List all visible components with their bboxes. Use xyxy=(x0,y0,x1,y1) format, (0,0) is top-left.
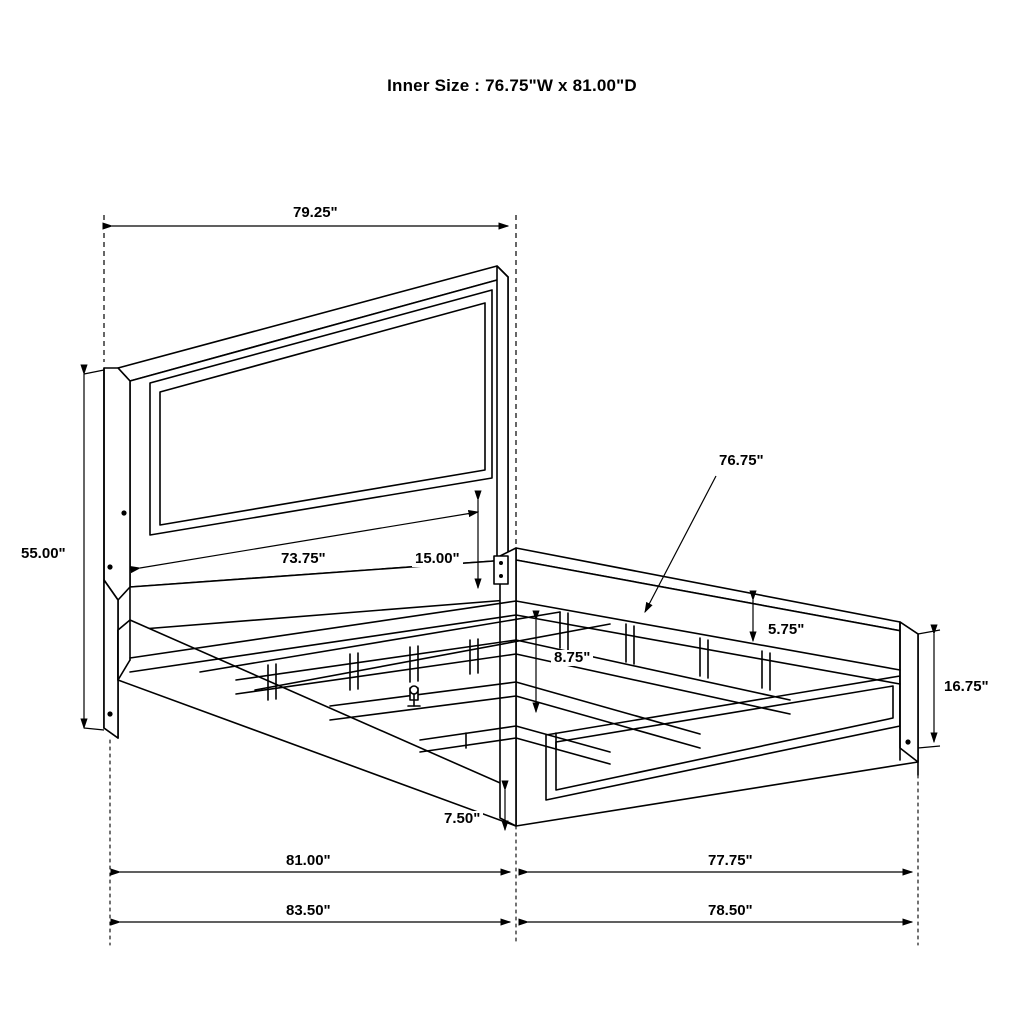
dimension-label-slat-drop: 5.75" xyxy=(765,622,807,638)
dimension-label-side-length-outer: 83.50" xyxy=(283,903,334,919)
dimension-label-side-length-inner: 81.00" xyxy=(283,853,334,869)
dimension-label-footboard-width-outer: 78.50" xyxy=(705,903,756,919)
page-title: Inner Size : 76.75"W x 81.00"D xyxy=(387,76,637,95)
dimension-label-clearance: 7.50" xyxy=(441,811,483,827)
dimension-label-footboard-width-inner: 77.75" xyxy=(705,853,756,869)
dimension-label-rail-to-panel-height: 15.00" xyxy=(412,551,463,567)
dimension-label-headboard-width: 79.25" xyxy=(290,205,341,221)
dimension-label-footboard-height: 16.75" xyxy=(941,679,992,695)
dimension-label-headboard-height: 55.00" xyxy=(18,546,69,562)
dimension-label-deck-height: 8.75" xyxy=(551,650,593,666)
dimension-label-headboard-panel-width: 73.75" xyxy=(278,551,329,567)
dimension-label-mattress-width: 76.75" xyxy=(716,453,767,469)
